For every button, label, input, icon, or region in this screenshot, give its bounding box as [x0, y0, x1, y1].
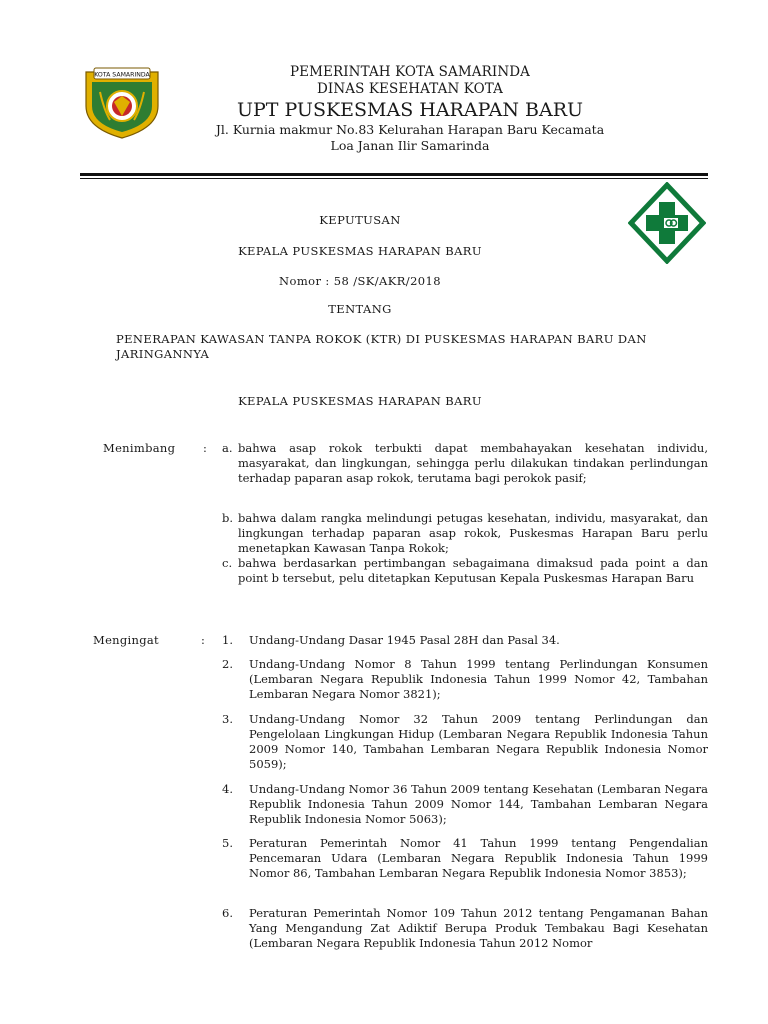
menimbang-item-marker: c.	[222, 556, 233, 570]
decree-number: Nomor : 58 /SK/AKR/2018	[279, 274, 441, 288]
mengingat-item-marker: 2.	[222, 657, 233, 671]
letterhead-institution: UPT PUSKESMAS HARAPAN BARU	[236, 99, 584, 121]
kota-samarinda-emblem-icon	[80, 66, 164, 140]
menimbang-label: Menimbang	[103, 441, 176, 455]
mengingat-item	[222, 782, 708, 828]
decree-issuer: KEPALA PUSKESMAS HARAPAN BARU	[238, 244, 482, 258]
mengingat-label: Mengingat	[93, 633, 159, 647]
mengingat-item	[222, 906, 708, 968]
emblem-banner-text: KOTA SAMARINDA	[94, 71, 150, 79]
mengingat-item	[222, 633, 708, 649]
letterhead-divider-thin	[80, 178, 708, 179]
mengingat-item	[222, 836, 708, 898]
mengingat-item-text: Undang-Undang Nomor 36 Tahun 2009 tentang Kesehatan (Lembaran Negara Republik Indonesia Tahun 2009 Nomor 144, Tambahan Lembaran Negara Republik Indonesia Nomor 5063);	[249, 782, 708, 826]
mengingat-item-marker: 5.	[222, 836, 233, 850]
decree-about: TENTANG	[328, 302, 392, 316]
letterhead-government: PEMERINTAH KOTA SAMARINDA	[289, 64, 531, 80]
letterhead-department: DINAS KESEHATAN KOTA	[316, 81, 503, 97]
mengingat-item-text: Undang-Undang Nomor 32 Tahun 2009 tentang Perlindungan dan Pengelolaan Lingkungan Hidup (Lembaran Negara Republik Indonesia Tahun 2009 Nomor 140, Tambahan Lembaran Negara Republik Indonesia Nomor 5059);	[249, 712, 708, 771]
mengingat-item-text: Undang-Undang Dasar 1945 Pasal 28H dan Pasal 34.	[249, 633, 560, 647]
letterhead-address-line1: Jl. Kurnia makmur No.83 Kelurahan Harapan Baru Kecamata	[215, 122, 605, 137]
menimbang-item-text: bahwa dalam rangka melindungi petugas kesehatan, individu, masyarakat, dan lingkungan terhadap paparan asap rokok, Puskesmas Harapan Baru perlu menetapkan Kawasan Tanpa Rokok;	[238, 511, 708, 555]
menimbang-item-marker: a.	[222, 441, 233, 455]
menimbang-item	[222, 441, 708, 503]
letterhead	[170, 64, 650, 154]
menimbang-item-text: bahwa berdasarkan pertimbangan sebagaimana dimaksud pada point a dan point b tersebut, pelu ditetapkan Keputusan Kepala Puskesmas Harapan Baru	[238, 556, 708, 585]
letterhead-divider-thick	[80, 173, 708, 176]
menimbang-colon: :	[203, 441, 207, 455]
mengingat-item-marker: 3.	[222, 712, 233, 726]
mengingat-item-marker: 4.	[222, 782, 233, 796]
mengingat-item	[222, 712, 708, 774]
decree-subject-line2: JARINGANNYA	[116, 347, 210, 361]
menimbang-item	[222, 556, 708, 604]
menimbang-item-marker: b.	[222, 511, 234, 525]
puskesmas-cross-logo-icon	[628, 182, 706, 264]
letterhead-address-line2: Loa Janan Ilir Samarinda	[330, 138, 490, 153]
menimbang-item	[222, 511, 708, 559]
decree-issuer-repeat: KEPALA PUSKESMAS HARAPAN BARU	[238, 394, 482, 408]
mengingat-item	[222, 657, 708, 703]
mengingat-item-marker: 1.	[222, 633, 233, 647]
mengingat-item-marker: 6.	[222, 906, 233, 920]
mengingat-colon: :	[201, 633, 205, 647]
mengingat-item-text: Peraturan Pemerintah Nomor 109 Tahun 2012 tentang Pengamanan Bahan Yang Mengandung Zat Adiktif Berupa Produk Tembakau Bagi Kesehatan (Lembaran Negara Republik Indonesia Tahun 2012 Nomor	[249, 906, 708, 950]
mengingat-item-text: Undang-Undang Nomor 8 Tahun 1999 tentang Perlindungan Konsumen (Lembaran Negara Republik Indonesia Tahun 1999 Nomor 42, Tambahan Lembaran Negara Nomor 3821);	[249, 657, 708, 701]
decree-subject-line1: PENERAPAN KAWASAN TANPA ROKOK (KTR) DI PUSKESMAS HARAPAN BARU DAN	[116, 332, 647, 346]
menimbang-item-text: bahwa asap rokok terbukti dapat membahayakan kesehatan individu, masyarakat, dan lingkungan, sehingga perlu dilakukan tindakan perlindungan terhadap paparan asap rokok, terutama bagi perokok pasif;	[238, 441, 708, 485]
mengingat-item-text: Peraturan Pemerintah Nomor 41 Tahun 1999 tentang Pengendalian Pencemaran Udara (Lembaran Negara Republik Indonesia Tahun 1999 Nomor 86, Tambahan Lembaran Negara Republik Indonesia Nomor 3853);	[249, 836, 708, 880]
decree-heading: KEPUTUSAN	[319, 213, 401, 227]
